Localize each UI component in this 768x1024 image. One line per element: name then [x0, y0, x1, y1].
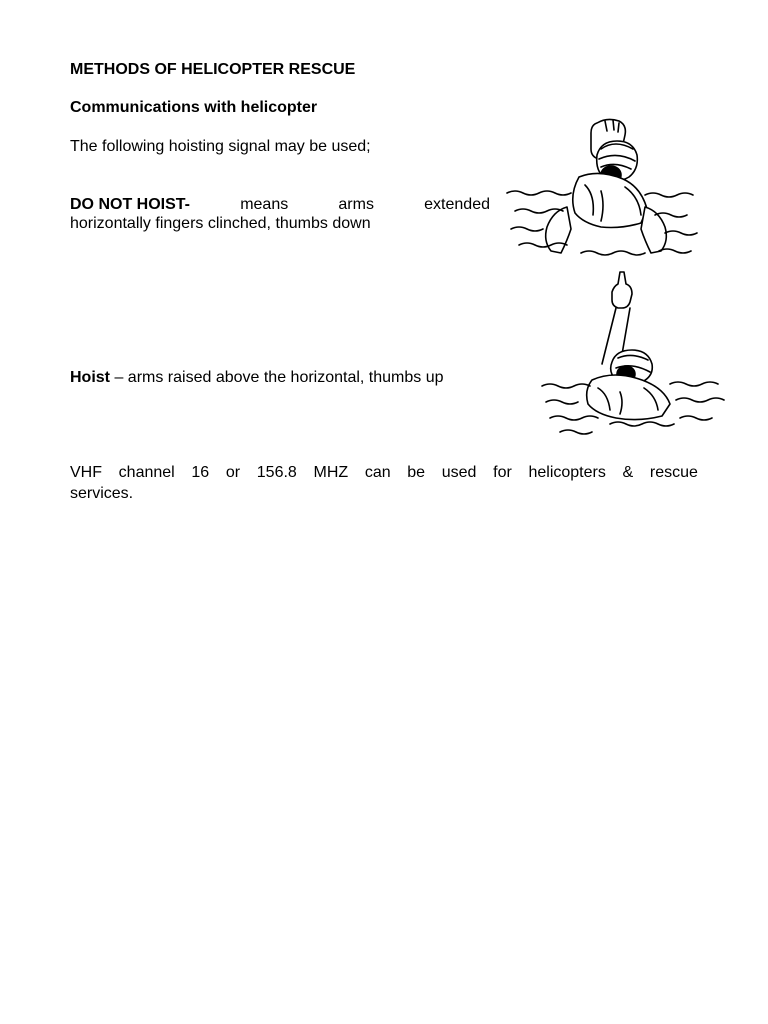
vhf-word: be — [407, 464, 426, 481]
vhf-word: used — [441, 464, 477, 481]
hoist-paragraph — [70, 368, 444, 388]
section-heading: Communications with helicopter — [70, 99, 318, 116]
hoist-term: Hoist — [70, 369, 110, 386]
do-not-hoist-illustration — [505, 115, 700, 265]
vhf-word: channel — [118, 464, 175, 481]
do-not-hoist-paragraph-line2: horizontally fingers clinched, thumbs down — [70, 215, 371, 232]
vhf-word: 16 — [191, 464, 210, 481]
vhf-paragraph-line1 — [70, 463, 698, 483]
vhf-word: can — [364, 464, 391, 481]
do-not-hoist-paragraph-line1 — [70, 195, 490, 215]
hoist-illustration — [540, 268, 725, 438]
document-title: METHODS OF HELICOPTER RESCUE — [70, 61, 356, 78]
vhf-word: VHF — [70, 464, 102, 481]
do-not-hoist-term: DO NOT HOIST- — [70, 196, 190, 213]
vhf-word: for — [493, 464, 512, 481]
do-not-hoist-word: arms — [338, 196, 374, 213]
do-not-hoist-word: extended — [424, 196, 490, 213]
vhf-word: or — [225, 464, 241, 481]
vhf-paragraph-line2: services. — [70, 485, 134, 502]
vhf-word: rescue — [649, 464, 698, 481]
vhf-word: MHZ — [313, 464, 349, 481]
hoist-description: – arms raised above the horizontal, thumbs up — [110, 369, 444, 386]
vhf-word: 156.8 — [256, 464, 297, 481]
vhf-word: helicopters — [528, 464, 606, 481]
vhf-word: & — [622, 464, 634, 481]
do-not-hoist-word: means — [240, 196, 289, 213]
intro-paragraph: The following hoisting signal may be used; — [70, 138, 371, 155]
